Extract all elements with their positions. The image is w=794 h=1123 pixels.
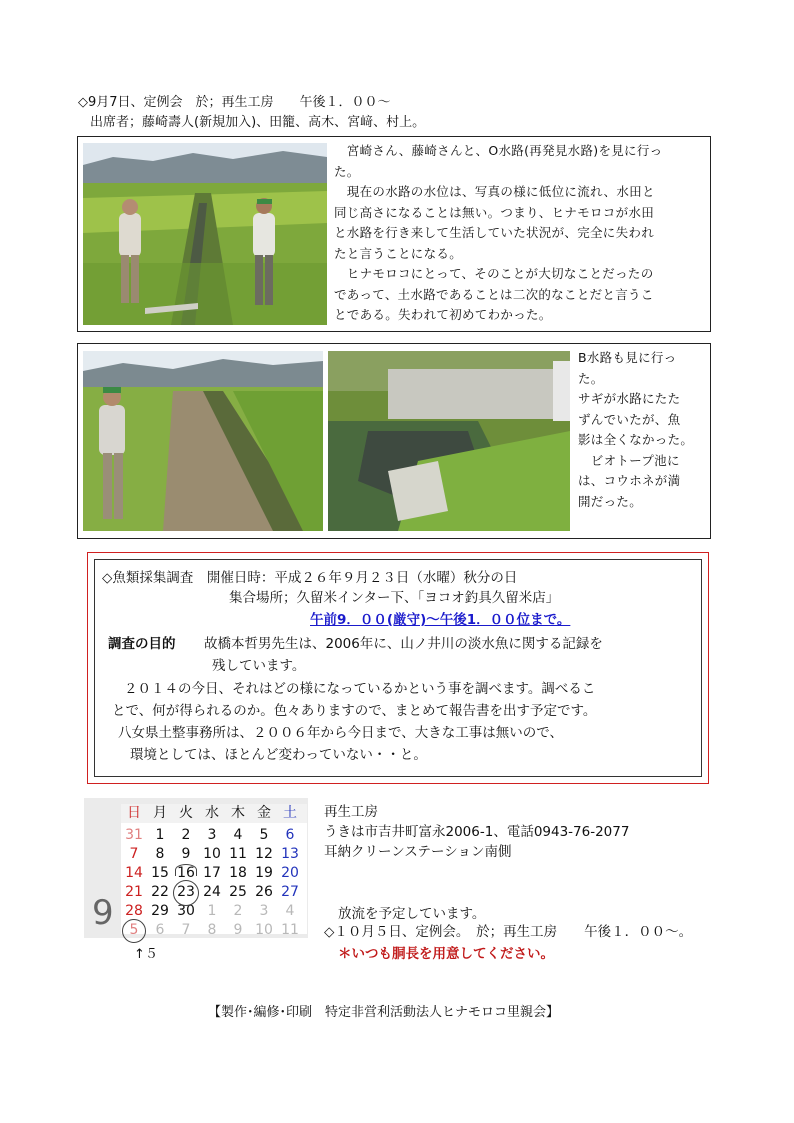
workshop-address: うきは市吉井町富永2006-1、電話0943-76-2077 bbox=[324, 824, 630, 840]
survey-paragraph-2a: ２０１４の今日、それはどの様になっているかという事を調べます。調べるこ bbox=[124, 681, 596, 697]
section1-line: であって、土水路であることは二次的なことだと言うこ bbox=[334, 286, 654, 302]
survey-paragraph-3b: 環境としては、ほとんど変わっていない・・と。 bbox=[130, 747, 427, 763]
calendar-day: 12 bbox=[255, 846, 273, 862]
section1-line: と水路を行き来して生活していた状況が、完全に失われ bbox=[334, 225, 655, 240]
calendar-note: ↑５ bbox=[134, 947, 158, 962]
calendar-day: 21 bbox=[125, 884, 143, 900]
calendar-day: 4 bbox=[233, 827, 243, 843]
next-meeting: ◇１０月５日、定例会。 於；再生工房 午後１．００～。 bbox=[324, 924, 693, 940]
calendar-week-row bbox=[121, 845, 307, 864]
calendar-month: 9 bbox=[92, 893, 114, 933]
calendar-day: 14 bbox=[125, 865, 143, 881]
calendar-day: 20 bbox=[281, 865, 299, 881]
survey-meeting-place: 集合場所；久留米インター下、「ヨコオ釣具久留米店」 bbox=[229, 590, 560, 606]
calendar-week-row bbox=[121, 902, 307, 921]
calendar-day: 15 bbox=[151, 865, 169, 881]
survey-date-line: ◇魚類採集調査 開催日時：平成２６年９月２３日（水曜）秋分の日 bbox=[102, 570, 518, 586]
section-b-waterway bbox=[77, 343, 711, 539]
section1-line: 現在の水路の水位は、写真の様に低位に流れ、水田と bbox=[334, 184, 655, 199]
calendar-day: 29 bbox=[151, 903, 169, 919]
calendar-day: 1 bbox=[155, 827, 165, 843]
calendar-day: 2 bbox=[181, 827, 191, 843]
workshop-name: 再生工房 bbox=[324, 804, 378, 820]
calendar-weekday: 水 bbox=[205, 805, 219, 821]
calendar-day: 26 bbox=[255, 884, 273, 900]
calendar-circle-mark bbox=[175, 864, 197, 876]
section1-line: た。 bbox=[334, 163, 360, 179]
section1-line: 同じ高さになることは無い。つまり、ヒナモロコが水田 bbox=[334, 204, 655, 220]
section1-line: たと言うことになる。 bbox=[334, 245, 463, 261]
calendar-day: 6 bbox=[285, 827, 295, 843]
section1-line: とである。失われて初めてわかった。 bbox=[334, 307, 552, 322]
section2-line: 影は全くなかった。 bbox=[578, 432, 694, 447]
calendar-day: 11 bbox=[229, 846, 247, 862]
calendar-day: 23 bbox=[177, 884, 195, 900]
section1-line: 宮崎さん、藤崎さんと、O水路(再発見水路)を見に行っ bbox=[334, 143, 663, 158]
calendar-day: 3 bbox=[259, 903, 269, 919]
meeting-title: ◇9月7日、定例会 於；再生工房 午後１．００～ bbox=[78, 95, 391, 110]
calendar-weekday: 月 bbox=[153, 805, 167, 821]
workshop-location: 耳納クリーンステーション南側 bbox=[324, 844, 512, 860]
calendar-weekday: 火 bbox=[179, 805, 193, 821]
calendar-circle-mark bbox=[122, 919, 146, 943]
calendar-day: 7 bbox=[129, 846, 139, 862]
survey-purpose-cont: 残しています。 bbox=[212, 658, 306, 674]
survey-purpose-label: 調査の目的 bbox=[108, 636, 176, 652]
footer-credit: 【製作･編修･印刷 特定非営利活動法人ヒナモロコ里親会】 bbox=[208, 1005, 560, 1020]
calendar-day: 16 bbox=[177, 865, 195, 881]
meeting-attendees: 出席者；藤崎壽人(新規加入)、田籠、高木、宮﨑、村上。 bbox=[90, 115, 426, 130]
photo-biotope bbox=[328, 351, 570, 531]
calendar-day: 28 bbox=[125, 903, 143, 919]
calendar-day: 19 bbox=[255, 865, 273, 881]
calendar-day: 9 bbox=[181, 846, 191, 862]
section-o-waterway bbox=[77, 136, 711, 332]
calendar-day: 30 bbox=[177, 903, 195, 919]
calendar-week-row bbox=[121, 864, 307, 883]
survey-time: 午前9．００(厳守)～午後1．００位まで。 bbox=[310, 612, 571, 628]
calendar-day: 5 bbox=[259, 827, 269, 843]
section2-line: は、コウホネが満 bbox=[578, 473, 681, 488]
photo-b-waterway bbox=[83, 351, 323, 531]
photo-o-waterway bbox=[83, 143, 327, 325]
section2-line: 開だった。 bbox=[578, 493, 643, 509]
calendar-day: 18 bbox=[229, 865, 247, 881]
section2-line: B水路も見に行っ bbox=[578, 350, 677, 365]
survey-paragraph-2b: とで、何が得られるのか。色々ありますので、まとめて報告書を出す予定です。 bbox=[112, 703, 597, 719]
section1-text bbox=[334, 141, 708, 326]
calendar-weekday: 日 bbox=[127, 805, 141, 821]
calendar-day: 17 bbox=[203, 865, 221, 881]
calendar-day: 31 bbox=[125, 827, 143, 843]
calendar-week-row bbox=[121, 921, 307, 940]
calendar-week-row bbox=[121, 883, 307, 902]
calendar-day: 2 bbox=[233, 903, 243, 919]
release-note: 放流を予定しています。 bbox=[338, 906, 486, 922]
survey-paragraph-3a: 八女県土整事務所は、２００６年から今日まで、大きな工事は無いので、 bbox=[118, 725, 563, 741]
calendar-day: 7 bbox=[181, 922, 191, 938]
calendar-weekday: 土 bbox=[283, 805, 297, 821]
section2-line: サギが水路にたた bbox=[578, 391, 681, 406]
calendar-weekday: 木 bbox=[231, 805, 245, 821]
section2-text bbox=[578, 348, 708, 512]
calendar-circle-mark bbox=[173, 880, 199, 906]
calendar-day: 1 bbox=[207, 903, 217, 919]
calendar-day: 11 bbox=[281, 922, 299, 938]
calendar-day: 10 bbox=[203, 846, 221, 862]
calendar-weekday: 金 bbox=[257, 805, 271, 821]
calendar-day: 9 bbox=[233, 922, 243, 938]
calendar-day: 24 bbox=[203, 884, 221, 900]
survey-purpose-text: 故橋本哲男先生は、2006年に、山ノ井川の淡水魚に関する記録を bbox=[204, 636, 603, 652]
calendar-day: 6 bbox=[155, 922, 165, 938]
calendar-header-row bbox=[121, 804, 307, 823]
calendar-day: 10 bbox=[255, 922, 273, 938]
calendar bbox=[84, 798, 308, 938]
section2-line: ビオトープ池に bbox=[578, 452, 680, 468]
calendar-week-row bbox=[121, 826, 307, 845]
reminder: ＊いつも胴長を用意してください。 bbox=[338, 946, 554, 962]
calendar-day: 27 bbox=[281, 884, 299, 900]
calendar-grid bbox=[121, 804, 307, 938]
section2-line: ずんでいたが、魚 bbox=[578, 411, 681, 427]
calendar-day: 8 bbox=[207, 922, 217, 938]
section1-line: ヒナモロコにとって、そのことが大切なことだったの bbox=[334, 266, 654, 281]
calendar-day: 13 bbox=[281, 846, 299, 862]
calendar-day: 4 bbox=[285, 903, 295, 919]
calendar-day: 8 bbox=[155, 846, 165, 862]
calendar-day: 3 bbox=[207, 827, 217, 843]
calendar-day: 5 bbox=[129, 922, 139, 938]
section2-line: た。 bbox=[578, 370, 604, 386]
calendar-day: 22 bbox=[151, 884, 169, 900]
calendar-day: 25 bbox=[229, 884, 247, 900]
